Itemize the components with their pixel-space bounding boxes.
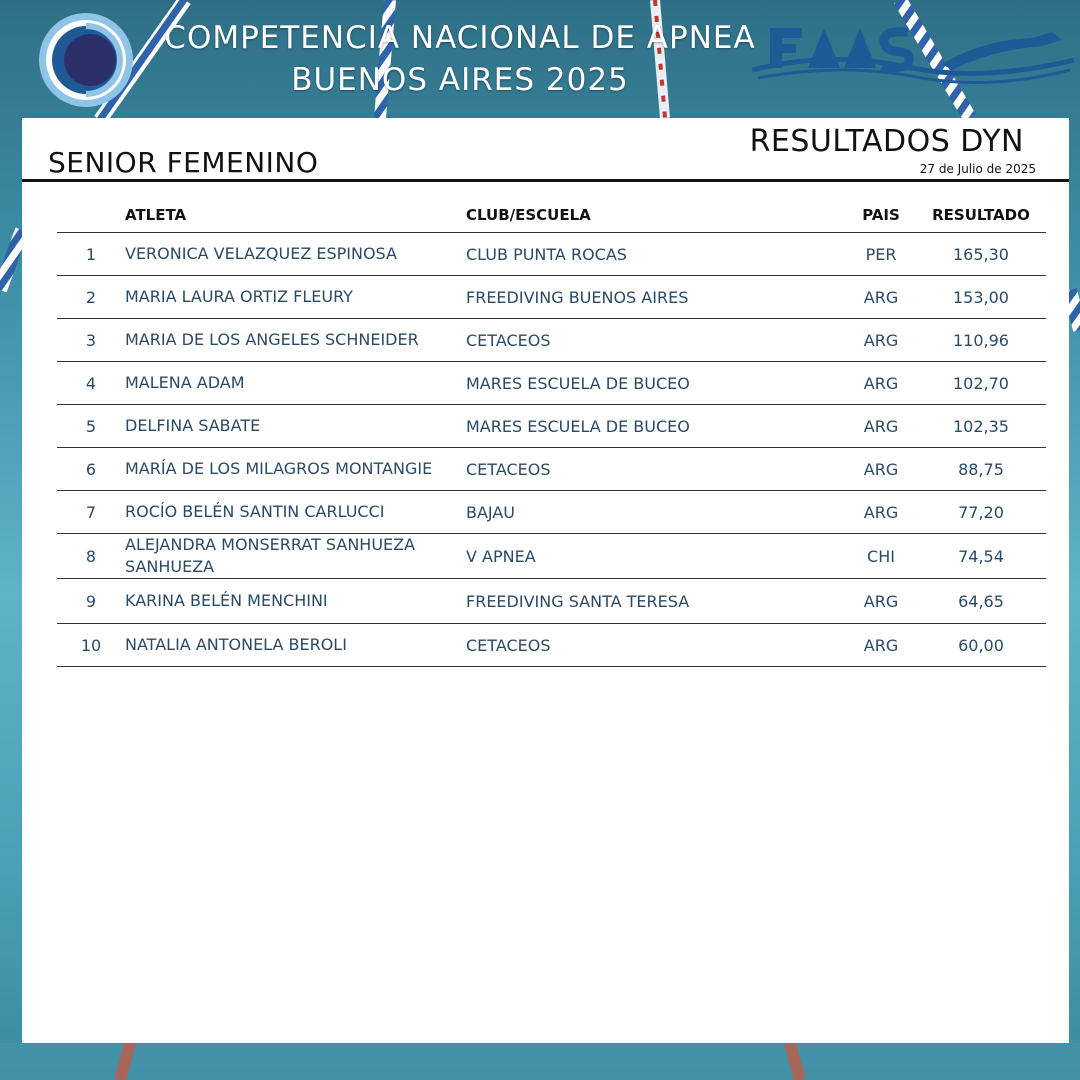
row-result: 165,30: [953, 244, 1009, 264]
row-club: FREEDIVING BUENOS AIRES: [466, 287, 689, 307]
row-athlete: MARÍA DE LOS MILAGROS MONTANGIE: [125, 459, 433, 478]
results-title: RESULTADOS DYN: [749, 124, 1024, 159]
row-result: 153,00: [953, 287, 1009, 307]
bajau-logo-icon: [38, 12, 134, 108]
results-table: [57, 198, 1046, 667]
row-rank: 6: [85, 459, 97, 479]
row-rank: 7: [85, 502, 97, 522]
row-club: CETACEOS: [466, 635, 551, 655]
table-row: [57, 491, 1046, 534]
row-club: CETACEOS: [466, 330, 551, 350]
row-result: 102,35: [953, 416, 1009, 436]
row-athlete: KARINA BELÉN MENCHINI: [125, 591, 328, 610]
row-result: 102,70: [953, 373, 1009, 393]
faas-logo-icon: [752, 20, 1074, 92]
row-club: CETACEOS: [466, 459, 551, 479]
row-club: MARES ESCUELA DE BUCEO: [466, 373, 690, 393]
row-result: 77,20: [958, 502, 1004, 522]
row-result: 60,00: [958, 635, 1004, 655]
table-row: [57, 579, 1046, 624]
column-header-club: CLUB/ESCUELA: [466, 206, 591, 224]
row-athlete: NATALIA ANTONELA BEROLI: [125, 635, 347, 654]
row-result: 88,75: [958, 459, 1004, 479]
row-rank: 3: [85, 330, 97, 350]
event-title-line-2: BUENOS AIRES 2025: [291, 62, 629, 98]
row-athlete: ALEJANDRA MONSERRAT SANHUEZA SANHUEZA: [125, 535, 416, 576]
row-country: ARG: [863, 373, 899, 393]
row-rank: 4: [85, 373, 97, 393]
table-row: [57, 362, 1046, 405]
table-row: [57, 319, 1046, 362]
row-rank: 1: [85, 244, 97, 264]
row-club: CLUB PUNTA ROCAS: [466, 244, 627, 264]
row-athlete: MALENA ADAM: [125, 373, 245, 392]
row-rank: 5: [85, 416, 97, 436]
row-country: ARG: [863, 330, 899, 350]
row-rank: 9: [85, 591, 97, 611]
row-country: ARG: [863, 459, 899, 479]
table-row: [57, 534, 1046, 579]
row-country: PER: [865, 244, 897, 264]
header: [0, 0, 1080, 118]
row-country: ARG: [863, 502, 899, 522]
results-panel: [22, 118, 1069, 1043]
table-row: [57, 624, 1046, 667]
row-result: 74,54: [958, 546, 1004, 566]
table-row: [57, 276, 1046, 319]
row-country: ARG: [863, 635, 899, 655]
row-athlete: MARIA LAURA ORTIZ FLEURY: [125, 287, 353, 306]
row-country: ARG: [863, 287, 899, 307]
table-row: [57, 405, 1046, 448]
row-club: V APNEA: [466, 546, 536, 566]
row-athlete: ROCÍO BELÉN SANTIN CARLUCCI: [125, 502, 385, 521]
event-date: 27 de Julio de 2025: [919, 162, 1036, 176]
row-rank: 8: [85, 546, 97, 566]
column-header-athlete: ATLETA: [125, 206, 187, 224]
row-club: BAJAU: [466, 502, 516, 522]
row-athlete: DELFINA SABATE: [125, 416, 261, 435]
row-country: ARG: [863, 416, 899, 436]
row-result: 110,96: [953, 330, 1009, 350]
row-athlete: VERONICA VELAZQUEZ ESPINOSA: [125, 244, 397, 263]
row-club: FREEDIVING SANTA TERESA: [466, 591, 690, 611]
row-rank: 2: [85, 287, 97, 307]
row-result: 64,65: [958, 591, 1004, 611]
row-club: MARES ESCUELA DE BUCEO: [466, 416, 690, 436]
row-country: ARG: [863, 591, 899, 611]
table-row: [57, 233, 1046, 276]
header-divider: [22, 179, 1069, 182]
event-title-line-1: COMPETENCIA NACIONAL DE APNEA: [164, 20, 756, 56]
row-athlete: MARIA DE LOS ANGELES SCHNEIDER: [125, 330, 419, 349]
table-row: [57, 448, 1046, 491]
category-title: SENIOR FEMENINO: [48, 146, 319, 179]
column-header-country: PAIS: [862, 206, 900, 224]
row-rank: 10: [80, 635, 102, 655]
table-header: [57, 198, 1046, 233]
row-country: CHI: [867, 546, 895, 566]
column-header-result: RESULTADO: [932, 206, 1030, 224]
